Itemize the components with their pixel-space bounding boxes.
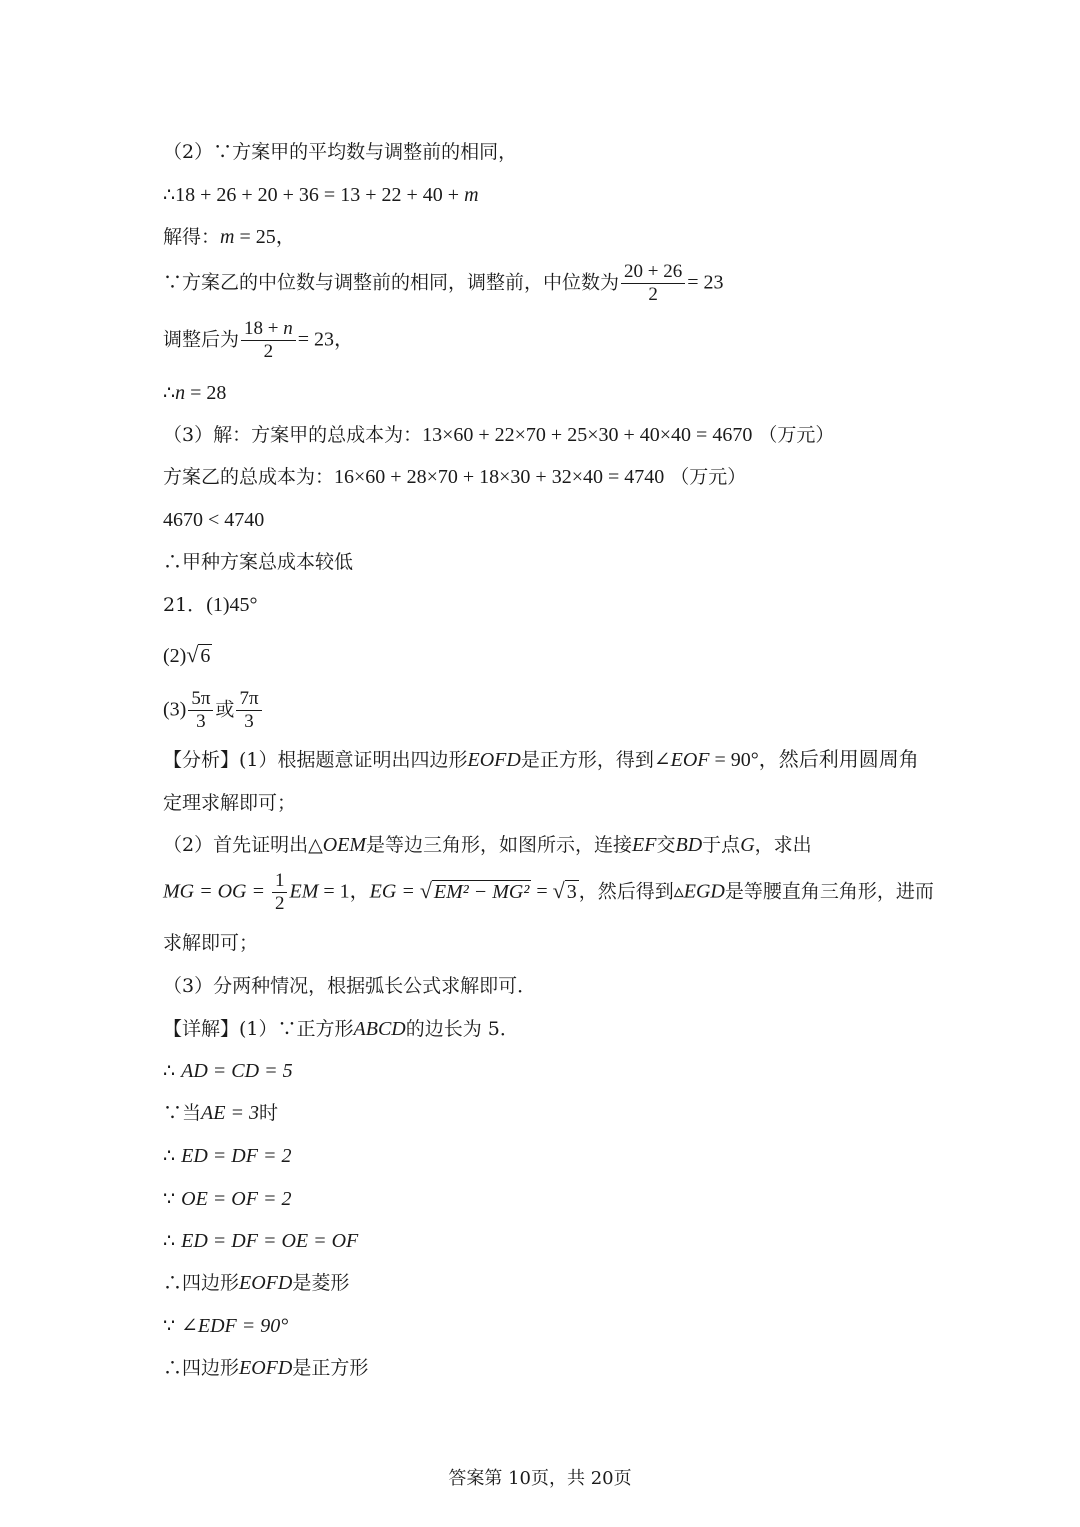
fraction: $\frac{18 + n}{2}$ xyxy=(241,318,296,363)
text-line: ∴四边形EOFD是菱形 xyxy=(163,1272,350,1294)
text-line: （2）∵方案甲的平均数与调整前的相同， xyxy=(163,141,518,163)
equation-line: 调整后为 $\frac{18 + n}{2}$ = 23， xyxy=(163,318,355,362)
text-line: 【详解】(1）∵正方形ABCD的边长为 5． xyxy=(163,1018,519,1040)
equation-line: ∴ AD = CD = 5 xyxy=(163,1060,293,1082)
answer-line: (2)√ 6 xyxy=(163,642,211,667)
equation-line: ∵方案乙的中位数与调整前的相同，调整前，中位数为 $\frac{20 + 26}{2}$ = 23 xyxy=(163,261,724,305)
fraction: $\frac{7\pi}{3}$ xyxy=(236,688,261,733)
square-root: √ 6 xyxy=(186,642,211,667)
text-line: （2）首先证明出△OEM是等边三角形，如图所示，连接EF交BD于点G，求出 xyxy=(163,834,812,856)
text-line: ∴甲种方案总成本较低 xyxy=(163,551,354,573)
answer-line: 21．(1)45° xyxy=(163,594,258,616)
equation-line: ∴18 + 26 + 20 + 36 = 13 + 22 + 40 + m xyxy=(163,184,479,206)
equation-line: ∵ ∠EDF = 90° xyxy=(163,1315,289,1337)
equation-line: ∴ ED = DF = OE = OF xyxy=(163,1230,359,1252)
equation-line: 4670 < 4740 xyxy=(163,509,265,531)
page-footer: 答案第 10页，共 20页 xyxy=(448,1468,632,1489)
equation-line: ∴ ED = DF = 2 xyxy=(163,1145,292,1167)
fraction: $\frac{20 + 26}{2}$ xyxy=(621,261,685,306)
equation-line: ∵ OE = OF = 2 xyxy=(163,1188,292,1210)
text-line: （3）分两种情况，根据弧长公式求解即可． xyxy=(163,975,537,997)
equation-line: ∵当AE = 3时 xyxy=(163,1102,278,1124)
equation-line: ∴n = 28 xyxy=(163,382,227,404)
equation-line: 方案乙的总成本为：16×60 + 28×70 + 18×30 + 32×40 = 4740 （万元） xyxy=(163,466,747,488)
equation-line: （3）解：方案甲的总成本为：13×60 + 22×70 + 25×30 + 40×40 = 4670 （万元） xyxy=(163,424,835,446)
text-line: 定理求解即可； xyxy=(163,792,297,814)
equation-line: MG = OG = $\frac{1}{2}$ EM = 1，EG = √ EM² − MG² = √ 3 ，然后得到▵EGD是等腰直角三角形，进而 xyxy=(163,870,934,914)
text-line: 求解即可； xyxy=(163,932,259,954)
square-root: √ EM² − MG² xyxy=(419,877,530,903)
text-line: 【分析】(1）根据题意证明出四边形EOFD是正方形，得到∠EOF = 90°，然后利用圆周角 xyxy=(163,749,919,771)
fraction: $\frac{5\pi}{3}$ xyxy=(188,688,213,733)
answer-line: (3) $\frac{5\pi}{3}$ 或 $\frac{7\pi}{3}$ xyxy=(163,688,264,733)
square-root: √ 3 xyxy=(552,877,577,903)
fraction: $\frac{1}{2}$ xyxy=(272,870,288,915)
text-line: ∴四边形EOFD是正方形 xyxy=(163,1357,369,1379)
text-line: 解得：m = 25， xyxy=(163,226,296,248)
